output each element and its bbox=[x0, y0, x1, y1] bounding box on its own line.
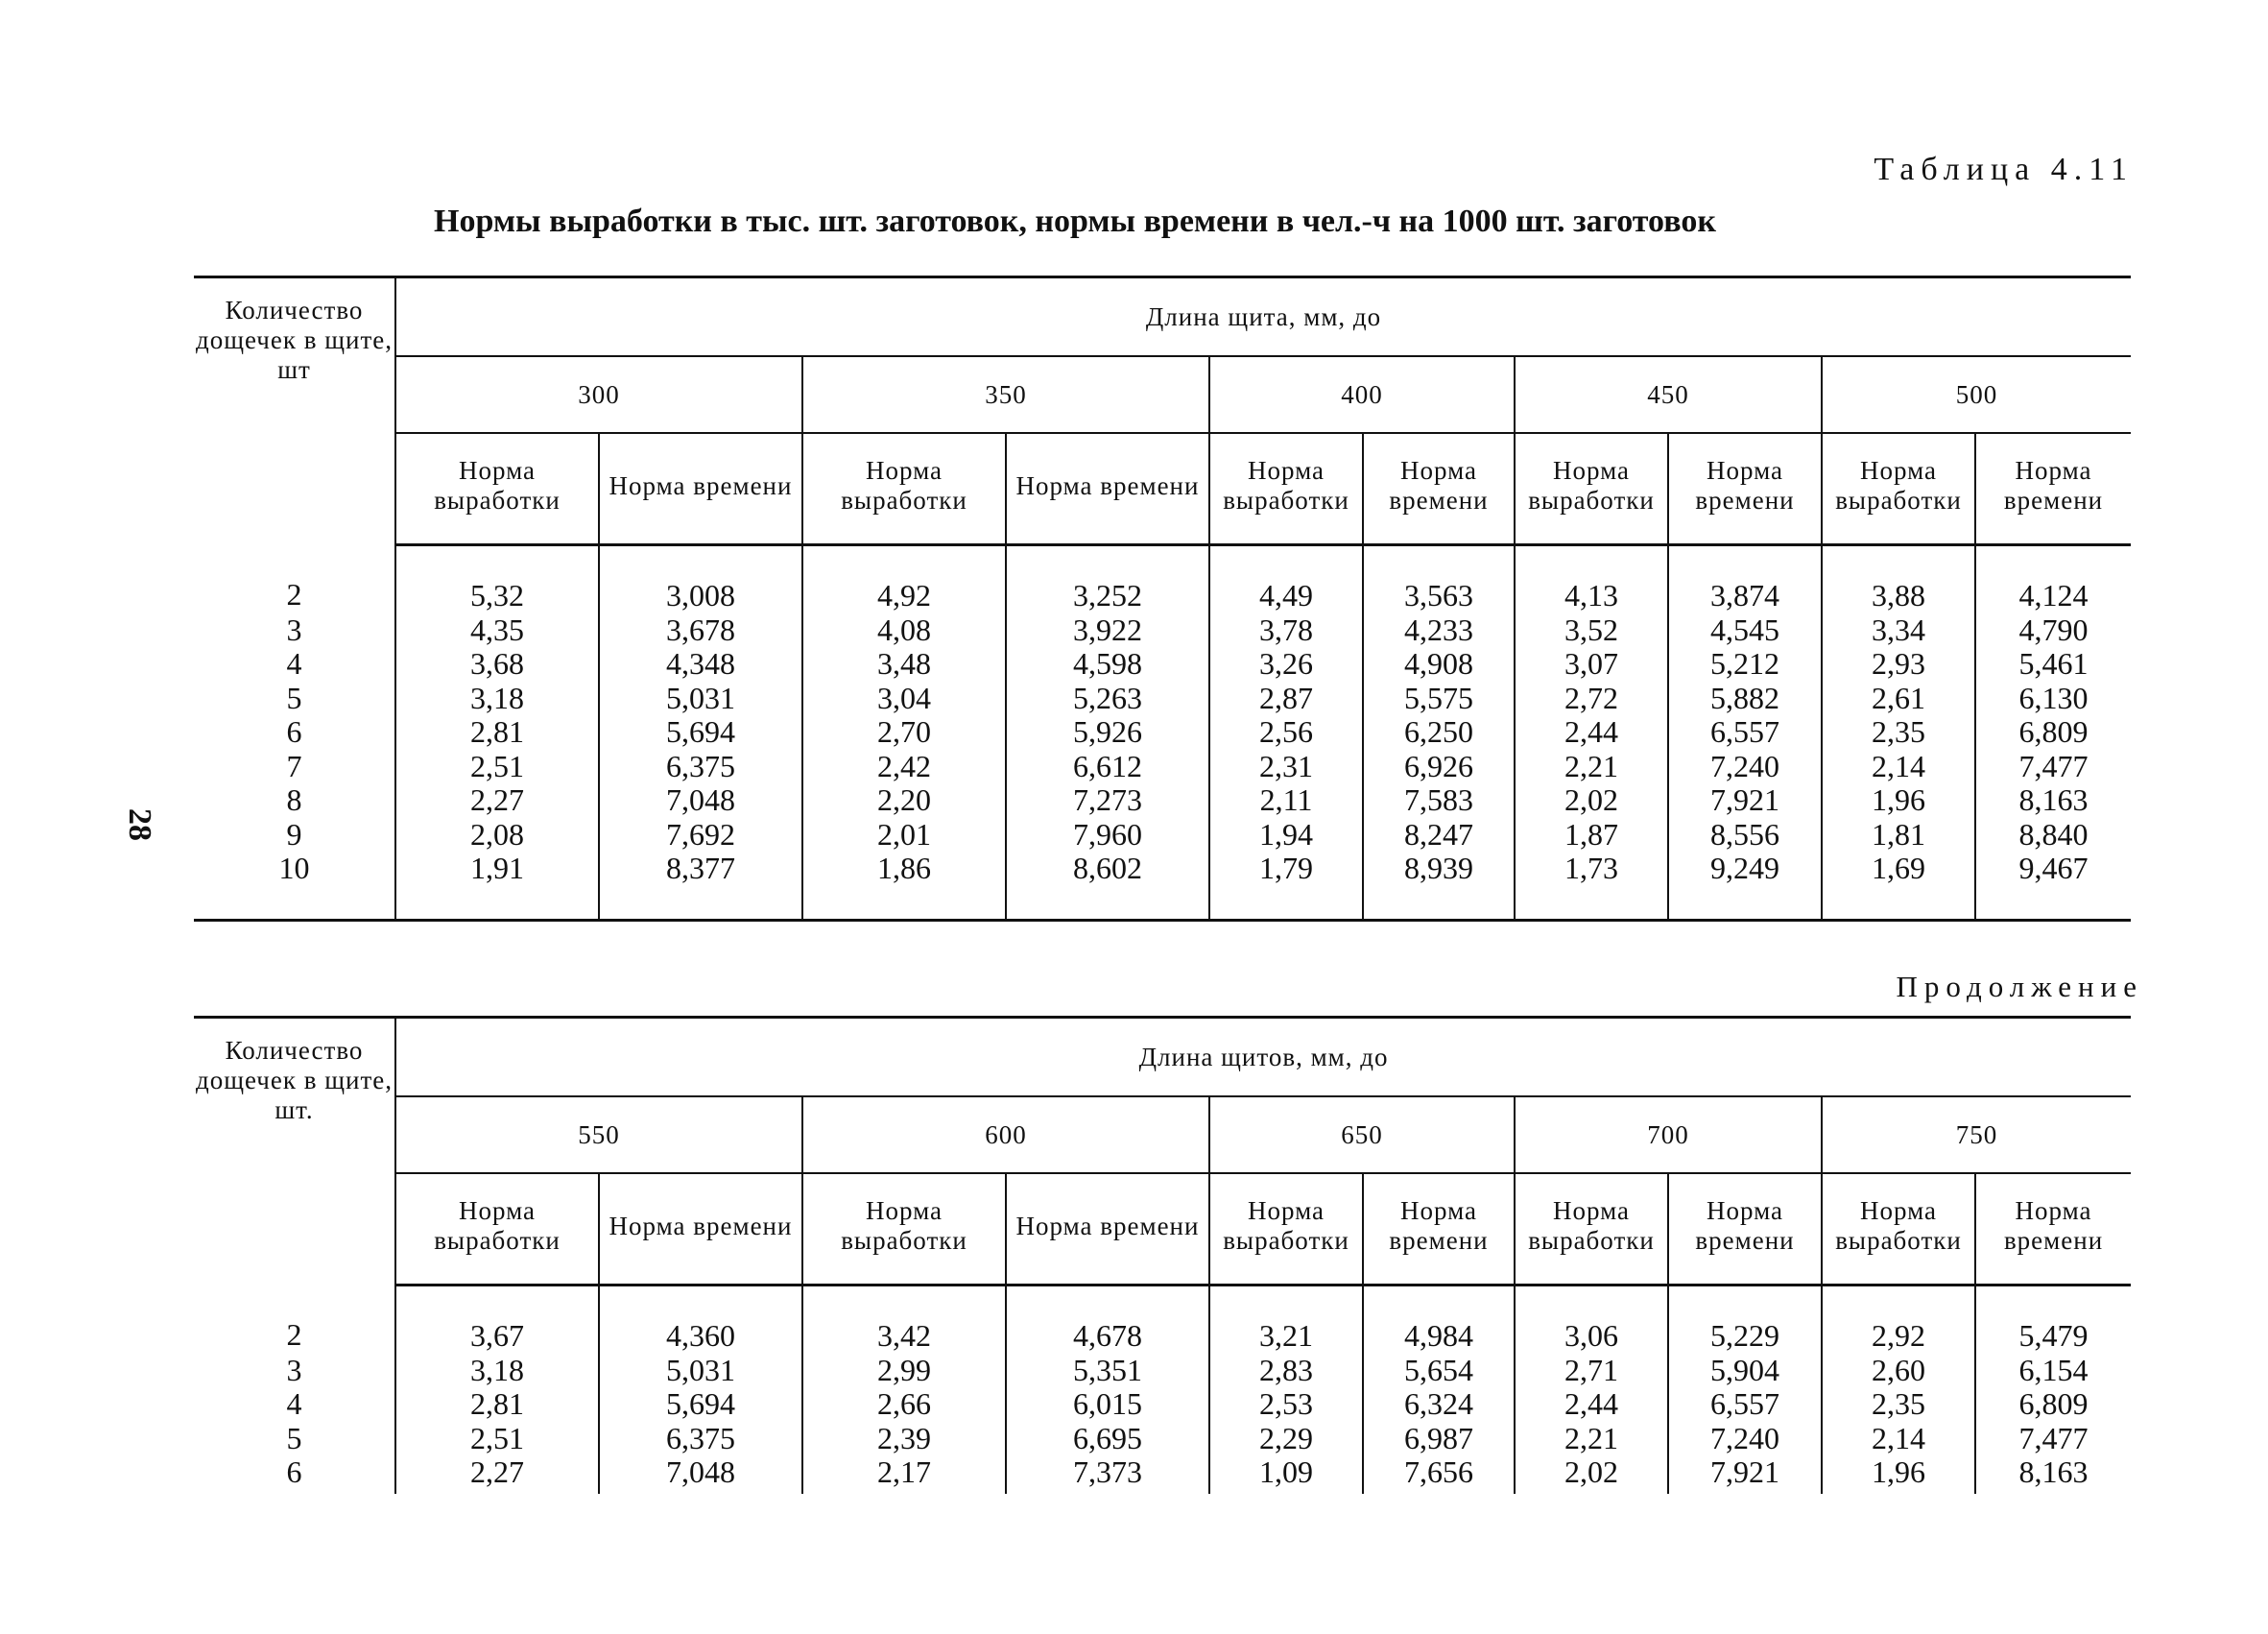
value-cell: 6,250 bbox=[1363, 715, 1515, 750]
value-cell: 2,17 bbox=[802, 1455, 1006, 1494]
value-cell: 1,73 bbox=[1515, 852, 1668, 920]
value-cell: 2,27 bbox=[395, 783, 599, 818]
value-cell: 4,790 bbox=[2018, 612, 2089, 647]
length-group-header: 600 bbox=[802, 1096, 1209, 1173]
plank-count-cell: 3 bbox=[194, 613, 395, 648]
value-cell: 2,35 bbox=[1822, 1387, 1975, 1422]
value-cell: 5,263 bbox=[1006, 682, 1209, 716]
length-group-header: 550 bbox=[395, 1096, 802, 1173]
length-group-header: 500 bbox=[1822, 356, 2131, 433]
table-row bbox=[194, 613, 2131, 648]
value-cell: 4,984 bbox=[1363, 1286, 1515, 1354]
value-cell: 1,69 bbox=[1822, 852, 1975, 920]
value-cell: 9,467 bbox=[1975, 852, 2131, 920]
value-cell: 3,26 bbox=[1209, 647, 1363, 682]
time-norm-header: Норма времени bbox=[1975, 1173, 2131, 1286]
value-cell: 3,04 bbox=[802, 682, 1006, 716]
value-cell: 5,479 bbox=[2018, 1318, 2089, 1353]
value-cell: 7,583 bbox=[1363, 783, 1515, 818]
value-cell: 2,53 bbox=[1209, 1387, 1363, 1422]
value-cell: 7,692 bbox=[599, 818, 802, 853]
table-row bbox=[194, 1422, 2131, 1456]
output-norm-header: Норма выработки bbox=[1515, 433, 1668, 545]
plank-count-cell: 7 bbox=[194, 750, 395, 784]
value-cell: 2,29 bbox=[1209, 1422, 1363, 1456]
value-cell: 2,99 bbox=[802, 1354, 1006, 1388]
value-cell: 3,42 bbox=[802, 1286, 1006, 1354]
value-cell: 7,240 bbox=[1668, 750, 1822, 784]
length-group-header: 400 bbox=[1209, 356, 1515, 433]
value-cell: 1,09 bbox=[1209, 1455, 1363, 1494]
length-header: Длина щита, мм, до bbox=[395, 277, 2131, 357]
value-cell: 2,81 bbox=[395, 715, 599, 750]
value-cell: 8,377 bbox=[599, 852, 802, 920]
value-cell: 8,163 bbox=[2018, 1454, 2089, 1489]
value-cell: 3,21 bbox=[1209, 1286, 1363, 1354]
value-cell: 2,39 bbox=[802, 1422, 1006, 1456]
length-group-header: 300 bbox=[395, 356, 802, 433]
value-cell: 5,694 bbox=[599, 1387, 802, 1422]
value-cell: 1,96 bbox=[1822, 783, 1975, 818]
value-cell: 5,031 bbox=[599, 682, 802, 716]
value-cell: 3,52 bbox=[1515, 613, 1668, 648]
value-cell: 6,695 bbox=[1006, 1422, 1209, 1456]
table-row bbox=[194, 647, 2131, 682]
value-cell: 7,960 bbox=[1006, 818, 1209, 853]
value-cell: 2,93 bbox=[1822, 647, 1975, 682]
value-cell: 2,83 bbox=[1209, 1354, 1363, 1388]
row-header: Количество дощечек в щите, шт. bbox=[194, 1018, 395, 1286]
value-cell: 3,563 bbox=[1363, 545, 1515, 613]
length-header: Длина щитов, мм, до bbox=[395, 1018, 2131, 1097]
value-cell: 6,557 bbox=[1668, 715, 1822, 750]
page-number: 28 bbox=[122, 808, 157, 841]
output-norm-header: Норма выработки bbox=[395, 1173, 599, 1286]
value-cell: 7,477 bbox=[2018, 1420, 2089, 1455]
value-cell: 2,14 bbox=[1822, 1422, 1975, 1456]
value-cell: 3,18 bbox=[395, 1354, 599, 1388]
value-cell: 6,809 bbox=[2018, 714, 2089, 749]
value-cell: 7,477 bbox=[2018, 748, 2089, 783]
value-cell: 7,921 bbox=[1668, 1455, 1822, 1494]
value-cell: 1,79 bbox=[1209, 852, 1363, 920]
value-cell: 2,87 bbox=[1209, 682, 1363, 716]
output-norm-header: Норма выработки bbox=[395, 433, 599, 545]
value-cell: 4,92 bbox=[802, 545, 1006, 613]
value-cell: 2,61 bbox=[1822, 682, 1975, 716]
value-cell: 5,229 bbox=[1668, 1286, 1822, 1354]
value-cell: 2,70 bbox=[802, 715, 1006, 750]
value-cell: 6,130 bbox=[2018, 680, 2089, 715]
plank-count-cell: 5 bbox=[194, 1422, 395, 1456]
value-cell: 4,13 bbox=[1515, 545, 1668, 613]
plank-count-cell: 5 bbox=[194, 682, 395, 716]
output-norm-header: Норма выработки bbox=[802, 1173, 1006, 1286]
value-cell: 3,07 bbox=[1515, 647, 1668, 682]
value-cell: 5,694 bbox=[599, 715, 802, 750]
value-cell: 2,01 bbox=[802, 818, 1006, 853]
table-title: Нормы выработки в тыс. шт. заготовок, нормы времени в чел.-ч на 1000 шт. заготовок bbox=[434, 204, 1716, 239]
value-cell: 6,375 bbox=[599, 750, 802, 784]
plank-count-cell: 6 bbox=[194, 1455, 395, 1494]
time-norm-header: Норма времени bbox=[1975, 433, 2131, 545]
table-row bbox=[194, 545, 2131, 613]
plank-count-cell: 4 bbox=[194, 647, 395, 682]
output-norm-header: Норма выработки bbox=[1822, 433, 1975, 545]
time-norm-header: Норма времени bbox=[599, 1173, 802, 1286]
value-cell: 2,31 bbox=[1209, 750, 1363, 784]
value-cell: 2,21 bbox=[1515, 750, 1668, 784]
value-cell: 3,34 bbox=[1822, 613, 1975, 648]
value-cell: 3,06 bbox=[1515, 1286, 1668, 1354]
value-cell: 2,27 bbox=[395, 1455, 599, 1494]
table-row bbox=[194, 783, 2131, 818]
value-cell: 5,575 bbox=[1363, 682, 1515, 716]
value-cell: 4,360 bbox=[599, 1286, 802, 1354]
value-cell: 2,08 bbox=[395, 818, 599, 853]
value-cell: 4,49 bbox=[1209, 545, 1363, 613]
length-group-header: 350 bbox=[802, 356, 1209, 433]
time-norm-header: Норма времени bbox=[1668, 1173, 1822, 1286]
value-cell: 4,233 bbox=[1363, 613, 1515, 648]
output-norm-header: Норма выработки bbox=[1822, 1173, 1975, 1286]
value-cell: 5,461 bbox=[2018, 646, 2089, 681]
plank-count-cell: 2 bbox=[194, 1286, 395, 1354]
value-cell: 2,44 bbox=[1515, 715, 1668, 750]
norms-table-part2 bbox=[194, 1016, 2131, 1494]
value-cell: 6,324 bbox=[1363, 1387, 1515, 1422]
value-cell: 6,154 bbox=[2018, 1352, 2089, 1387]
value-cell: 5,654 bbox=[1363, 1354, 1515, 1388]
value-cell: 5,32 bbox=[395, 545, 599, 613]
value-cell: 6,987 bbox=[1363, 1422, 1515, 1456]
value-cell: 3,67 bbox=[395, 1286, 599, 1354]
value-cell: 6,015 bbox=[1006, 1387, 1209, 1422]
value-cell: 2,56 bbox=[1209, 715, 1363, 750]
output-norm-header: Норма выработки bbox=[802, 433, 1006, 545]
table-row bbox=[194, 818, 2131, 853]
length-group-header: 750 bbox=[1822, 1096, 2131, 1173]
value-cell: 2,44 bbox=[1515, 1387, 1668, 1422]
plank-count-cell: 4 bbox=[194, 1387, 395, 1422]
time-norm-header: Норма времени bbox=[1363, 433, 1515, 545]
output-norm-header: Норма выработки bbox=[1515, 1173, 1668, 1286]
value-cell: 4,678 bbox=[1006, 1286, 1209, 1354]
length-group-header: 700 bbox=[1515, 1096, 1822, 1173]
value-cell: 9,249 bbox=[1668, 852, 1822, 920]
value-cell: 7,240 bbox=[1668, 1422, 1822, 1456]
value-cell: 4,348 bbox=[599, 647, 802, 682]
plank-count-cell: 10 bbox=[194, 852, 395, 920]
plank-count-cell: 3 bbox=[194, 1354, 395, 1388]
time-norm-header: Норма времени bbox=[1363, 1173, 1515, 1286]
value-cell: 2,11 bbox=[1209, 783, 1363, 818]
value-cell: 7,921 bbox=[1668, 783, 1822, 818]
value-cell: 2,81 bbox=[395, 1387, 599, 1422]
value-cell: 2,14 bbox=[1822, 750, 1975, 784]
value-cell: 2,66 bbox=[802, 1387, 1006, 1422]
table-row bbox=[194, 715, 2131, 750]
row-header: Количество дощечек в щите, шт bbox=[194, 277, 395, 545]
value-cell: 5,882 bbox=[1668, 682, 1822, 716]
value-cell: 1,86 bbox=[802, 852, 1006, 920]
value-cell: 3,18 bbox=[395, 682, 599, 716]
value-cell: 2,71 bbox=[1515, 1354, 1668, 1388]
plank-count-cell: 9 bbox=[194, 818, 395, 853]
table-row bbox=[194, 852, 2131, 920]
table-row bbox=[194, 1354, 2131, 1388]
value-cell: 5,351 bbox=[1006, 1354, 1209, 1388]
time-norm-header: Норма времени bbox=[1668, 433, 1822, 545]
value-cell: 6,557 bbox=[1668, 1387, 1822, 1422]
value-cell: 1,96 bbox=[1822, 1455, 1975, 1494]
value-cell: 4,908 bbox=[1363, 647, 1515, 682]
value-cell: 8,939 bbox=[1363, 852, 1515, 920]
value-cell: 3,88 bbox=[1822, 545, 1975, 613]
value-cell: 3,252 bbox=[1006, 545, 1209, 613]
value-cell: 2,42 bbox=[802, 750, 1006, 784]
value-cell: 5,904 bbox=[1668, 1354, 1822, 1388]
value-cell: 8,840 bbox=[2018, 816, 2089, 852]
value-cell: 4,08 bbox=[802, 613, 1006, 648]
value-cell: 2,02 bbox=[1515, 783, 1668, 818]
plank-count-cell: 2 bbox=[194, 545, 395, 613]
value-cell: 2,20 bbox=[802, 783, 1006, 818]
value-cell: 6,809 bbox=[2018, 1386, 2089, 1421]
table-row bbox=[194, 1455, 2131, 1494]
value-cell: 2,51 bbox=[395, 750, 599, 784]
time-norm-header: Норма времени bbox=[1006, 433, 1209, 545]
value-cell: 3,48 bbox=[802, 647, 1006, 682]
value-cell: 3,008 bbox=[599, 545, 802, 613]
time-norm-header: Норма времени bbox=[599, 433, 802, 545]
table-row bbox=[194, 682, 2131, 716]
value-cell: 4,598 bbox=[1006, 647, 1209, 682]
value-cell: 2,60 bbox=[1822, 1354, 1975, 1388]
value-cell: 2,02 bbox=[1515, 1455, 1668, 1494]
value-cell: 6,612 bbox=[1006, 750, 1209, 784]
norms-table-part1 bbox=[194, 276, 2131, 922]
value-cell: 3,78 bbox=[1209, 613, 1363, 648]
value-cell: 4,545 bbox=[1668, 613, 1822, 648]
plank-count-cell: 8 bbox=[194, 783, 395, 818]
value-cell: 5,031 bbox=[599, 1354, 802, 1388]
output-norm-header: Норма выработки bbox=[1209, 433, 1363, 545]
value-cell: 2,92 bbox=[1822, 1286, 1975, 1354]
length-group-header: 450 bbox=[1515, 356, 1822, 433]
table-row bbox=[194, 1286, 2131, 1354]
length-group-header: 650 bbox=[1209, 1096, 1515, 1173]
value-cell: 2,51 bbox=[395, 1422, 599, 1456]
value-cell: 7,273 bbox=[1006, 783, 1209, 818]
value-cell: 3,678 bbox=[599, 613, 802, 648]
table-row bbox=[194, 1387, 2131, 1422]
value-cell: 4,124 bbox=[2018, 578, 2089, 613]
output-norm-header: Норма выработки bbox=[1209, 1173, 1363, 1286]
value-cell: 3,68 bbox=[395, 647, 599, 682]
value-cell: 3,922 bbox=[1006, 613, 1209, 648]
value-cell: 8,556 bbox=[1668, 818, 1822, 853]
value-cell: 6,926 bbox=[1363, 750, 1515, 784]
continuation-label: Продолжение bbox=[1896, 970, 2143, 1003]
value-cell: 1,91 bbox=[395, 852, 599, 920]
time-norm-header: Норма времени bbox=[1006, 1173, 1209, 1286]
value-cell: 8,247 bbox=[1363, 818, 1515, 853]
value-cell: 1,81 bbox=[1822, 818, 1975, 853]
table-row bbox=[194, 750, 2131, 784]
value-cell: 1,87 bbox=[1515, 818, 1668, 853]
value-cell: 4,35 bbox=[395, 613, 599, 648]
value-cell: 5,212 bbox=[1668, 647, 1822, 682]
value-cell: 1,94 bbox=[1209, 818, 1363, 853]
table-label: Таблица 4.11 bbox=[1874, 152, 2134, 187]
value-cell: 8,602 bbox=[1006, 852, 1209, 920]
plank-count-cell: 6 bbox=[194, 715, 395, 750]
value-cell: 3,874 bbox=[1668, 545, 1822, 613]
value-cell: 7,048 bbox=[599, 1455, 802, 1494]
value-cell: 8,163 bbox=[2018, 782, 2089, 817]
value-cell: 6,375 bbox=[599, 1422, 802, 1456]
value-cell: 7,373 bbox=[1006, 1455, 1209, 1494]
value-cell: 5,926 bbox=[1006, 715, 1209, 750]
value-cell: 2,21 bbox=[1515, 1422, 1668, 1456]
value-cell: 2,72 bbox=[1515, 682, 1668, 716]
value-cell: 7,656 bbox=[1363, 1455, 1515, 1494]
value-cell: 2,35 bbox=[1822, 715, 1975, 750]
value-cell: 7,048 bbox=[599, 783, 802, 818]
